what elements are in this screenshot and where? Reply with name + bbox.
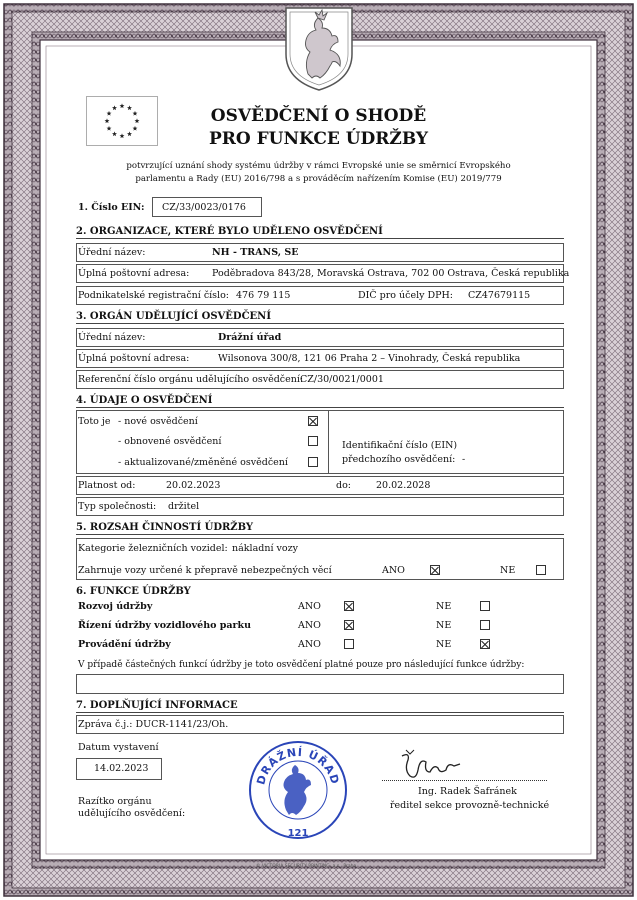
vehicle-category-label: Kategorie železničních vozidel: — [78, 543, 228, 554]
function-row-1-yes-label: ANO — [298, 601, 321, 612]
authority-ref-value: CZ/30/0021/0001 — [300, 374, 384, 385]
handwritten-signature — [396, 748, 466, 784]
partial-functions-note: V případě částečných funkcí údržby je toto osvědčení platné pouze pro následující funkce údržby: — [78, 660, 525, 670]
option-new-checkbox[interactable] — [308, 416, 318, 426]
function-row-3-yes-checkbox[interactable] — [344, 639, 354, 649]
section-7-heading: 7. DOPLŇUJÍCÍ INFORMACE — [76, 699, 564, 713]
document-title-line1: OSVĚDČENÍ O SHODĚ — [210, 106, 427, 126]
option-updated-checkbox[interactable] — [308, 457, 318, 467]
authority-address-value: Wilsonova 300/8, 121 06 Praha 2 – Vinohrady, Česká republika — [218, 353, 521, 364]
signature-line — [382, 780, 547, 782]
section-3-heading: 3. ORGÁN UDĚLUJÍCÍ OSVĚDČENÍ — [76, 310, 564, 324]
document-title-line2: PRO FUNKCE ÚDRŽBY — [208, 129, 429, 149]
function-row-1-no-label: NE — [436, 601, 452, 612]
function-row-3-no-label: NE — [436, 639, 452, 650]
function-row-2-yes-label: ANO — [298, 620, 321, 631]
authority-ref-label: Referenční číslo orgánu udělujícího osvědčení: — [78, 374, 304, 385]
dangerous-yes-label: ANO — [382, 565, 405, 576]
section-4-heading: 4. ÚDAJE O OSVĚDČENÍ — [76, 394, 564, 408]
coat-of-arms-emblem — [282, 4, 356, 92]
option-renewed-label: - obnovené osvědčení — [118, 436, 222, 447]
org-reg-value: 476 79 115 — [236, 290, 291, 301]
issue-date-value: 14.02.2023 — [94, 763, 149, 774]
previous-ein-label-1: Identifikační číslo (EIN) — [342, 440, 458, 451]
function-row-3-no-checkbox[interactable] — [480, 639, 490, 649]
divider — [328, 410, 329, 474]
valid-to-label: do: — [336, 480, 352, 491]
valid-to-value: 20.02.2028 — [376, 480, 431, 491]
option-updated-label: - aktualizované/změněné osvědčení — [118, 457, 288, 468]
section-6-heading: 6. FUNKCE ÚDRŽBY — [76, 586, 191, 597]
org-address-label: Úplná poštovní adresa: — [78, 268, 190, 279]
org-dic-label: DIČ pro účely DPH: — [358, 290, 453, 301]
valid-from-label: Platnost od: — [78, 480, 136, 491]
stamp-label-2: udělujícího osvědčení: — [78, 808, 186, 819]
previous-ein-value: - — [462, 454, 466, 465]
printer-note: © VICTORIA SECURITY PRINTING, a.s., Praha — [256, 864, 357, 869]
issue-date-label: Datum vystavení — [78, 742, 159, 753]
org-name-row — [76, 243, 564, 262]
function-row-2-no-checkbox[interactable] — [480, 620, 490, 630]
org-name-label: Úřední název: — [78, 247, 146, 258]
valid-from-value: 20.02.2023 — [166, 480, 221, 491]
org-reg-label: Podnikatelské registrační číslo: — [78, 290, 230, 301]
dangerous-no-checkbox[interactable] — [536, 565, 546, 575]
ein-label: 1. Číslo EIN: — [78, 202, 145, 213]
function-row-3-yes-label: ANO — [298, 639, 321, 650]
signer-role: ředitel sekce provozně-technické — [390, 800, 550, 811]
company-type-label: Typ společnosti: — [78, 501, 157, 512]
toto-je-label: Toto je — [78, 416, 111, 427]
report-reference: Zpráva č.j.: DUCR-1141/23/Oh. — [78, 719, 229, 730]
org-address-value: Poděbradova 843/28, Moravská Ostrava, 702 00 Ostrava, Česká republika — [212, 268, 570, 279]
dangerous-goods-label: Zahrnuje vozy určené k přepravě nebezpečných věcí — [78, 565, 332, 576]
function-row-1-no-checkbox[interactable] — [480, 601, 490, 611]
dangerous-yes-checkbox[interactable] — [430, 565, 440, 575]
ein-value: CZ/33/0023/0176 — [162, 202, 246, 213]
option-renewed-checkbox[interactable] — [308, 436, 318, 446]
function-row-2-yes-checkbox[interactable] — [344, 620, 354, 630]
company-type-value: držitel — [168, 501, 200, 512]
authority-name-label: Úřední název: — [78, 332, 146, 343]
org-dic-value: CZ47679115 — [468, 290, 531, 301]
validity-row — [76, 476, 564, 495]
org-name-value: NH - TRANS, SE — [212, 247, 299, 258]
function-row-1-label: Rozvoj údržby — [78, 601, 153, 612]
authority-name-row — [76, 328, 564, 347]
subtitle-line1: potvrzující uznání shody systému údržby v rámci Evropské unie se směrnicí Evropského — [126, 161, 511, 171]
function-row-2-label: Řízení údržby vozidlového parku — [78, 620, 252, 631]
stamp-text: DRÁŽNÍ ÚŘAD — [254, 745, 342, 787]
dangerous-no-label: NE — [500, 565, 516, 576]
authority-address-label: Úplná poštovní adresa: — [78, 353, 190, 364]
function-row-2-no-label: NE — [436, 620, 452, 631]
function-row-1-yes-checkbox[interactable] — [344, 601, 354, 611]
function-row-3-label: Provádění údržby — [78, 639, 171, 650]
eu-flag-icon — [86, 96, 158, 146]
signer-name: Ing. Radek Šafránek — [418, 786, 517, 797]
option-new-label: - nové osvědčení — [118, 416, 198, 427]
previous-ein-label-2: předchozího osvědčení: — [342, 454, 456, 465]
stamp-number: 121 — [287, 828, 309, 839]
official-stamp — [246, 738, 350, 842]
authority-name-value: Drážní úřad — [218, 332, 282, 343]
stamp-label-1: Razítko orgánu — [78, 796, 152, 807]
section-5-heading: 5. ROZSAH ČINNOSTÍ ÚDRŽBY — [76, 521, 564, 535]
vehicle-category-value: nákladní vozy — [232, 543, 298, 554]
subtitle-line2: parlamentu a Rady (EU) 2016/798 a s prováděcím nařízením Komise (EU) 2019/779 — [135, 174, 502, 184]
section-2-heading: 2. ORGANIZACE, KTERÉ BYLO UDĚLENO OSVĚDČENÍ — [76, 225, 564, 239]
partial-functions-field — [76, 674, 564, 694]
